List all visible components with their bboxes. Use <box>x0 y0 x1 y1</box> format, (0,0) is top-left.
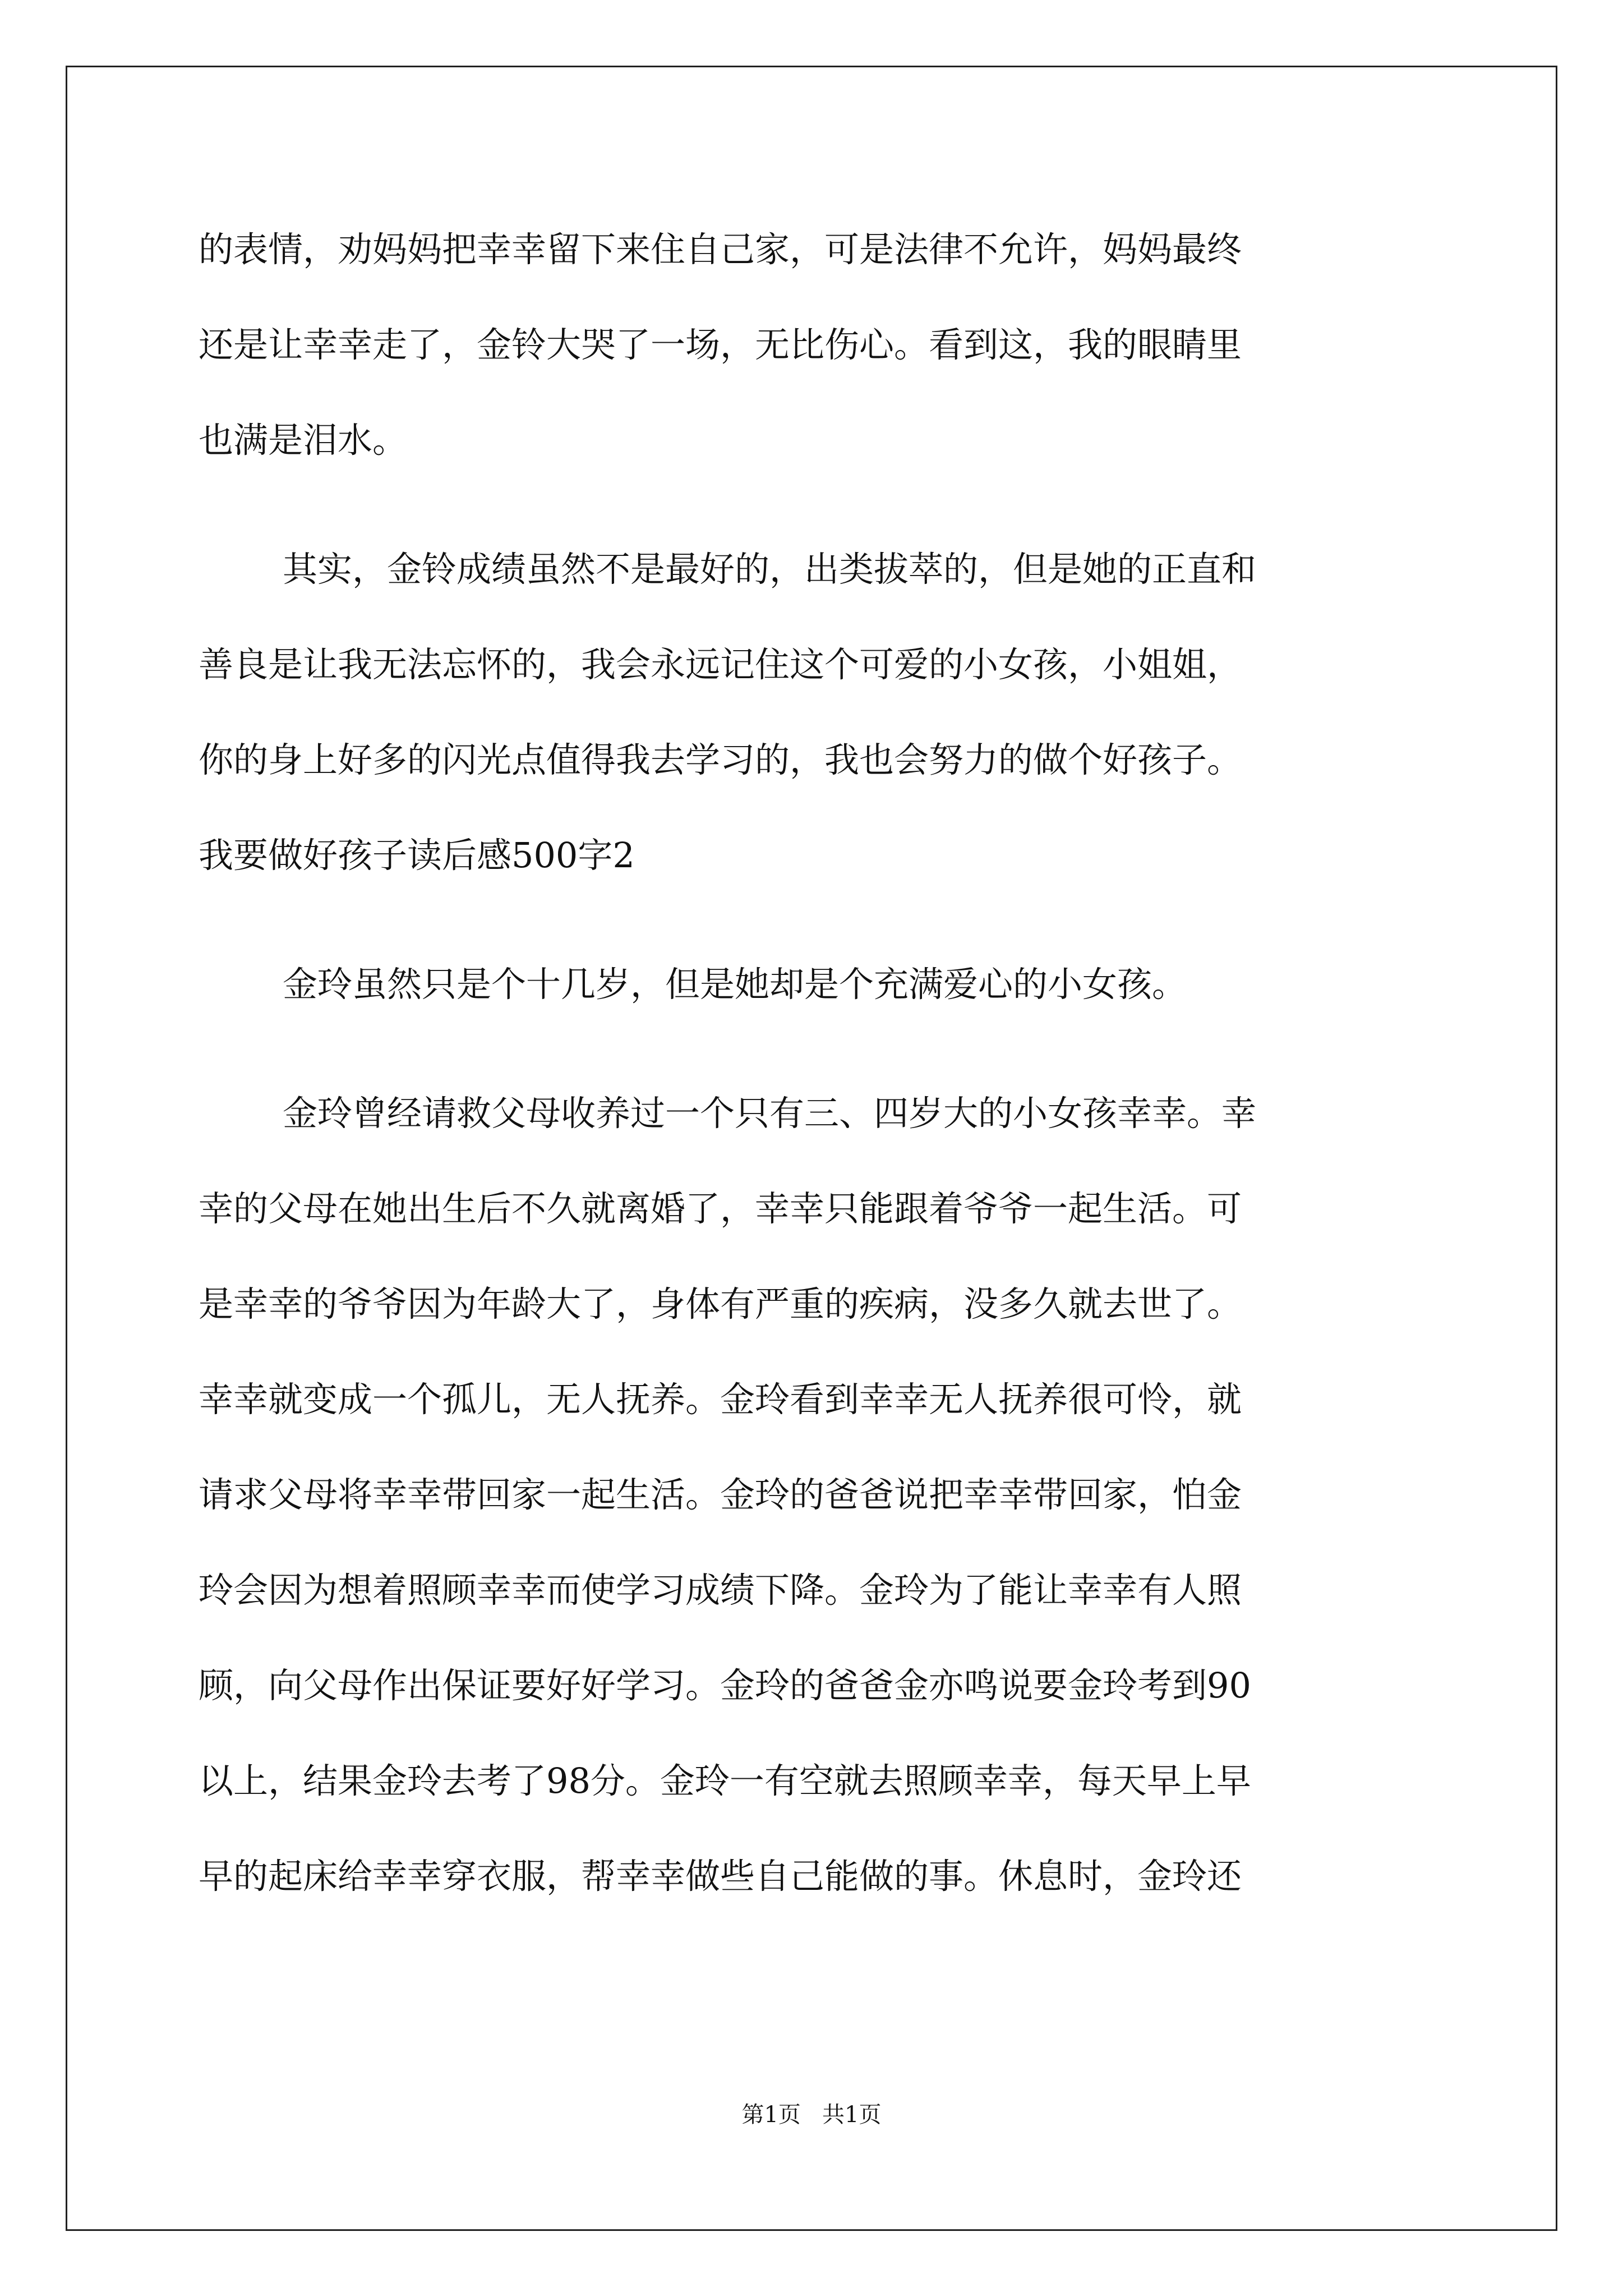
body-line: 的表情，劝妈妈把幸幸留下来住自己家，可是法律不允许，妈妈最终 <box>199 229 1242 270</box>
section-heading: 我要做好孩子读后感500字2 <box>199 835 635 876</box>
body-line: 是幸幸的爷爷因为年龄大了，身体有严重的疾病，没多久就去世了。 <box>199 1283 1242 1324</box>
body-line: 玲会因为想着照顾幸幸而使学习成绩下降。金玲为了能让幸幸有人照 <box>199 1570 1242 1611</box>
body-line: 早的起床给幸幸穿衣服，帮幸幸做些自己能做的事。休息时，金玲还 <box>199 1856 1242 1897</box>
paragraph-first-line: 金玲虽然只是个十几岁，但是她却是个充满爱心的小女孩。 <box>283 964 1187 1005</box>
body-line: 请求父母将幸幸带回家一起生活。金玲的爸爸说把幸幸带回家，怕金 <box>199 1474 1242 1515</box>
body-line: 还是让幸幸走了，金铃大哭了一场，无比伤心。看到这，我的眼睛里 <box>199 324 1242 365</box>
body-line: 以上，结果金玲去考了98分。金玲一有空就去照顾幸幸，每天早上早 <box>199 1760 1251 1801</box>
paragraph-first-line: 金玲曾经请救父母收养过一个只有三、四岁大的小女孩幸幸。幸 <box>283 1093 1257 1134</box>
body-line: 善良是让我无法忘怀的，我会永远记住这个可爱的小女孩，小姐姐， <box>199 644 1242 685</box>
page-number-footer: 第1页 共1页 <box>741 2102 882 2128</box>
paragraph-first-line: 其实，金铃成绩虽然不是最好的，出类拔萃的，但是她的正直和 <box>283 549 1257 590</box>
body-line: 你的身上好多的闪光点值得我去学习的，我也会努力的做个好孩子。 <box>199 739 1242 780</box>
page-border <box>66 66 1557 2231</box>
body-line: 幸的父母在她出生后不久就离婚了，幸幸只能跟着爷爷一起生活。可 <box>199 1188 1242 1229</box>
body-line: 顾，向父母作出保证要好好学习。金玲的爸爸金亦鸣说要金玲考到90 <box>199 1665 1251 1706</box>
body-line: 也满是泪水。 <box>199 420 408 461</box>
body-line: 幸幸就变成一个孤儿，无人抚养。金玲看到幸幸无人抚养很可怜，就 <box>199 1379 1242 1420</box>
